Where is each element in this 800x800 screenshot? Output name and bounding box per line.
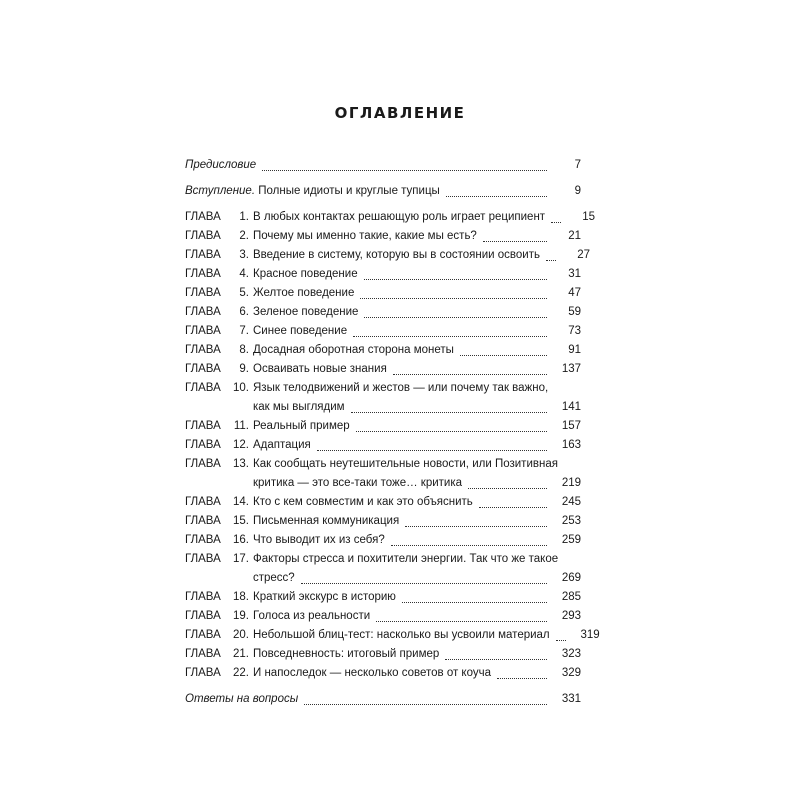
chapter-number: 5.	[239, 287, 249, 299]
toc-entry-chapter-2	[185, 227, 581, 246]
entry-line	[253, 626, 600, 645]
toc-entry-chapter-5	[185, 284, 581, 303]
toc-entry-chapter-22	[185, 664, 581, 683]
dot-leader	[364, 317, 547, 318]
dot-leader	[360, 298, 547, 299]
entry-body	[253, 341, 581, 360]
page-number: 219	[561, 477, 581, 489]
entry-body	[253, 436, 581, 455]
chapter-label: ГЛАВА	[185, 382, 221, 394]
chapter-number: 11.	[233, 420, 249, 432]
chapter-title: Письменная коммуникация	[253, 515, 400, 527]
entry-line	[253, 569, 581, 588]
dot-leader	[551, 222, 561, 223]
entry-line	[253, 322, 581, 341]
entry-title	[185, 182, 440, 201]
chapter-title: Повседневность: итоговый пример	[253, 648, 440, 660]
chapter-title: Красное поведение	[253, 268, 358, 280]
page-number: 319	[580, 629, 600, 641]
toc-entry-chapter-18	[185, 588, 581, 607]
entry-line	[253, 436, 581, 455]
dot-leader	[546, 260, 556, 261]
dot-leader	[483, 241, 547, 242]
chapter-title: Как сообщать неутешительные новости, или Позитивная	[253, 458, 558, 470]
chapter-number: 21.	[233, 648, 249, 660]
chapter-number: 13.	[233, 458, 249, 470]
chapter-label: ГЛАВА	[185, 363, 221, 375]
entry-title	[185, 156, 256, 175]
chapter-title: Небольшой блиц-тест: насколько вы усвоили материал	[253, 629, 550, 641]
entry-line	[253, 208, 596, 227]
chapter-title: Досадная оборотная сторона монеты	[253, 344, 454, 356]
toc-entry-back-1	[185, 690, 581, 709]
entry-body	[253, 360, 581, 379]
entry-body	[185, 690, 581, 709]
entry-body	[253, 550, 581, 588]
toc-entry-chapter-3	[185, 246, 590, 265]
chapter-number: 22.	[233, 667, 249, 679]
entry-body	[253, 588, 581, 607]
page-number: 31	[568, 268, 581, 280]
toc-entry-chapter-11	[185, 417, 581, 436]
chapter-title: стресс?	[253, 572, 295, 584]
chapter-number: 12.	[233, 439, 249, 451]
entry-body	[253, 531, 581, 550]
chapter-title: как мы выглядим	[253, 401, 345, 413]
page-number: 259	[561, 534, 581, 546]
chapter-label: ГЛАВА	[185, 648, 221, 660]
toc-entry-chapter-19	[185, 607, 581, 626]
chapter-label: ГЛАВА	[185, 249, 221, 261]
entry-body	[253, 227, 581, 246]
page-number: 27	[577, 249, 590, 261]
chapter-title: Адаптация	[253, 439, 311, 451]
chapter-number: 3.	[239, 249, 249, 261]
chapter-label: ГЛАВА	[185, 268, 221, 280]
chapter-title: Факторы стресса и похитители энергии. Так что же такое	[253, 553, 559, 565]
entry-body	[185, 156, 581, 175]
toc-entry-front-2	[185, 182, 581, 201]
chapter-label: ГЛАВА	[185, 591, 221, 603]
chapter-label: ГЛАВА	[185, 458, 221, 470]
entry-body	[253, 607, 581, 626]
chapter-number: 1.	[239, 211, 249, 223]
entry-body	[253, 645, 581, 664]
entry-line	[253, 493, 581, 512]
page-number: 157	[561, 420, 581, 432]
entry-line	[253, 303, 581, 322]
dot-leader	[376, 621, 547, 622]
chapter-label: ГЛАВА	[185, 534, 221, 546]
chapter-number: 2.	[239, 230, 249, 242]
dot-leader	[497, 678, 547, 679]
chapter-label: ГЛАВА	[185, 325, 221, 337]
chapter-number: 15.	[233, 515, 249, 527]
page-number: 293	[561, 610, 581, 622]
page-number: 323	[561, 648, 581, 660]
page-number: 73	[568, 325, 581, 337]
dot-leader	[317, 450, 547, 451]
chapter-number: 9.	[239, 363, 249, 375]
chapter-label: ГЛАВА	[185, 230, 221, 242]
chapter-title: критика — это все-таки тоже… критика	[253, 477, 463, 489]
chapter-title: Язык телодвижений и жестов — или почему так важно,	[253, 382, 549, 394]
chapter-label: ГЛАВА	[185, 515, 221, 527]
dot-leader	[364, 279, 547, 280]
toc-entry-chapter-10	[185, 379, 581, 417]
page-number: 245	[561, 496, 581, 508]
page-number: 7	[574, 159, 581, 171]
entry-line	[253, 227, 581, 246]
dot-leader	[446, 196, 547, 197]
entry-line	[253, 341, 581, 360]
entry-line	[253, 664, 581, 683]
table-of-contents	[185, 156, 600, 709]
chapter-title: Введение в систему, которую вы в состоянии освоить	[253, 249, 540, 261]
entry-line	[253, 455, 581, 474]
chapter-title: В любых контактах решающую роль играет реципиент	[253, 211, 546, 223]
page-number: 47	[568, 287, 581, 299]
chapter-number: 16.	[233, 534, 249, 546]
dot-leader	[353, 336, 547, 337]
entry-line	[253, 379, 581, 398]
entry-body	[253, 455, 581, 493]
page-number: 137	[561, 363, 581, 375]
entry-body	[253, 379, 581, 417]
page-number: 91	[568, 344, 581, 356]
chapter-title: Реальный пример	[253, 420, 350, 432]
entry-body	[253, 664, 581, 683]
chapter-label: ГЛАВА	[185, 439, 221, 451]
entry-line	[253, 474, 581, 493]
page-number: 329	[561, 667, 581, 679]
chapter-number: 17.	[233, 553, 249, 565]
toc-entry-chapter-4	[185, 265, 581, 284]
entry-body	[253, 246, 590, 265]
toc-entry-chapter-1	[185, 208, 596, 227]
entry-body	[253, 322, 581, 341]
chapter-title: Что выводит их из себя?	[253, 534, 385, 546]
toc-entry-chapter-6	[185, 303, 581, 322]
toc-entry-chapter-21	[185, 645, 581, 664]
chapter-title: И напоследок — несколько советов от коуча	[253, 667, 491, 679]
entry-title-italic: Вступление.	[185, 185, 256, 197]
chapter-label: ГЛАВА	[185, 287, 221, 299]
entry-line	[253, 265, 581, 284]
chapter-title: Зеленое поведение	[253, 306, 359, 318]
chapter-label: ГЛАВА	[185, 496, 221, 508]
dot-leader	[556, 640, 566, 641]
dot-leader	[460, 355, 547, 356]
entry-body	[253, 284, 581, 303]
chapter-number: 20.	[233, 629, 249, 641]
entry-body	[185, 182, 581, 201]
dot-leader	[393, 374, 547, 375]
chapter-number: 6.	[239, 306, 249, 318]
dot-leader	[262, 170, 547, 171]
dot-leader	[402, 602, 547, 603]
toc-entry-chapter-16	[185, 531, 581, 550]
chapter-label: ГЛАВА	[185, 629, 221, 641]
toc-entry-chapter-17	[185, 550, 581, 588]
toc-title: ОГЛАВЛЕНИЕ	[334, 104, 466, 122]
dot-leader	[304, 704, 547, 705]
chapter-label: ГЛАВА	[185, 306, 221, 318]
entry-title-rest: Полные идиоты и круглые тупицы	[255, 185, 440, 197]
dot-leader	[391, 545, 547, 546]
entry-line	[253, 284, 581, 303]
page-number: 9	[574, 185, 581, 197]
entry-line	[253, 398, 581, 417]
dot-leader	[351, 412, 547, 413]
entry-body	[253, 265, 581, 284]
page-number: 269	[561, 572, 581, 584]
entry-title	[185, 690, 298, 709]
entry-line	[185, 156, 581, 175]
chapter-number: 18.	[233, 591, 249, 603]
chapter-number: 8.	[239, 344, 249, 356]
entry-line	[253, 588, 581, 607]
toc-entry-chapter-9	[185, 360, 581, 379]
entry-body	[253, 512, 581, 531]
chapter-number: 19.	[233, 610, 249, 622]
entry-line	[253, 246, 590, 265]
chapter-title: Осваивать новые знания	[253, 363, 387, 375]
dot-leader	[445, 659, 547, 660]
entry-body	[253, 303, 581, 322]
chapter-label: ГЛАВА	[185, 553, 221, 565]
entry-line	[253, 360, 581, 379]
entry-line	[253, 531, 581, 550]
entry-title-italic: Ответы на вопросы	[185, 693, 299, 705]
dot-leader	[468, 488, 547, 489]
toc-entry-chapter-13	[185, 455, 581, 493]
entry-body	[253, 493, 581, 512]
entry-body	[253, 208, 596, 227]
toc-entry-chapter-12	[185, 436, 581, 455]
entry-line	[253, 417, 581, 436]
toc-entry-chapter-14	[185, 493, 581, 512]
page-number: 163	[561, 439, 581, 451]
chapter-number: 7.	[239, 325, 249, 337]
entry-line	[253, 607, 581, 626]
page-number: 285	[561, 591, 581, 603]
entry-line	[185, 690, 581, 709]
chapter-title: Голоса из реальности	[253, 610, 371, 622]
dot-leader	[356, 431, 547, 432]
dot-leader	[301, 583, 547, 584]
page-number: 15	[582, 211, 596, 223]
chapter-label: ГЛАВА	[185, 610, 221, 622]
chapter-number: 14.	[233, 496, 249, 508]
page-number: 59	[568, 306, 581, 318]
entry-line	[253, 550, 581, 569]
entry-line	[253, 645, 581, 664]
toc-entry-front-1	[185, 156, 581, 175]
dot-leader	[405, 526, 547, 527]
toc-entry-chapter-7	[185, 322, 581, 341]
entry-line	[185, 182, 581, 201]
chapter-number: 4.	[239, 268, 249, 280]
dot-leader	[479, 507, 547, 508]
chapter-title: Почему мы именно такие, какие мы есть?	[253, 230, 477, 242]
entry-title-italic: Предисловие	[185, 159, 257, 171]
chapter-title: Желтое поведение	[253, 287, 355, 299]
entry-line	[253, 512, 581, 531]
toc-entry-chapter-8	[185, 341, 581, 360]
chapter-title: Краткий экскурс в историю	[253, 591, 396, 603]
chapter-title: Синее поведение	[253, 325, 348, 337]
page-number: 21	[568, 230, 581, 242]
page-number: 331	[561, 693, 581, 705]
chapter-label: ГЛАВА	[185, 420, 221, 432]
chapter-label: ГЛАВА	[185, 667, 221, 679]
chapter-number: 10.	[233, 382, 249, 394]
toc-entry-chapter-20	[185, 626, 600, 645]
page-number: 253	[561, 515, 581, 527]
page-number: 141	[561, 401, 581, 413]
chapter-title: Кто с кем совместим и как это объяснить	[253, 496, 473, 508]
chapter-label: ГЛАВА	[185, 344, 221, 356]
entry-body	[253, 626, 600, 645]
chapter-label: ГЛАВА	[185, 211, 221, 223]
entry-body	[253, 417, 581, 436]
toc-entry-chapter-15	[185, 512, 581, 531]
